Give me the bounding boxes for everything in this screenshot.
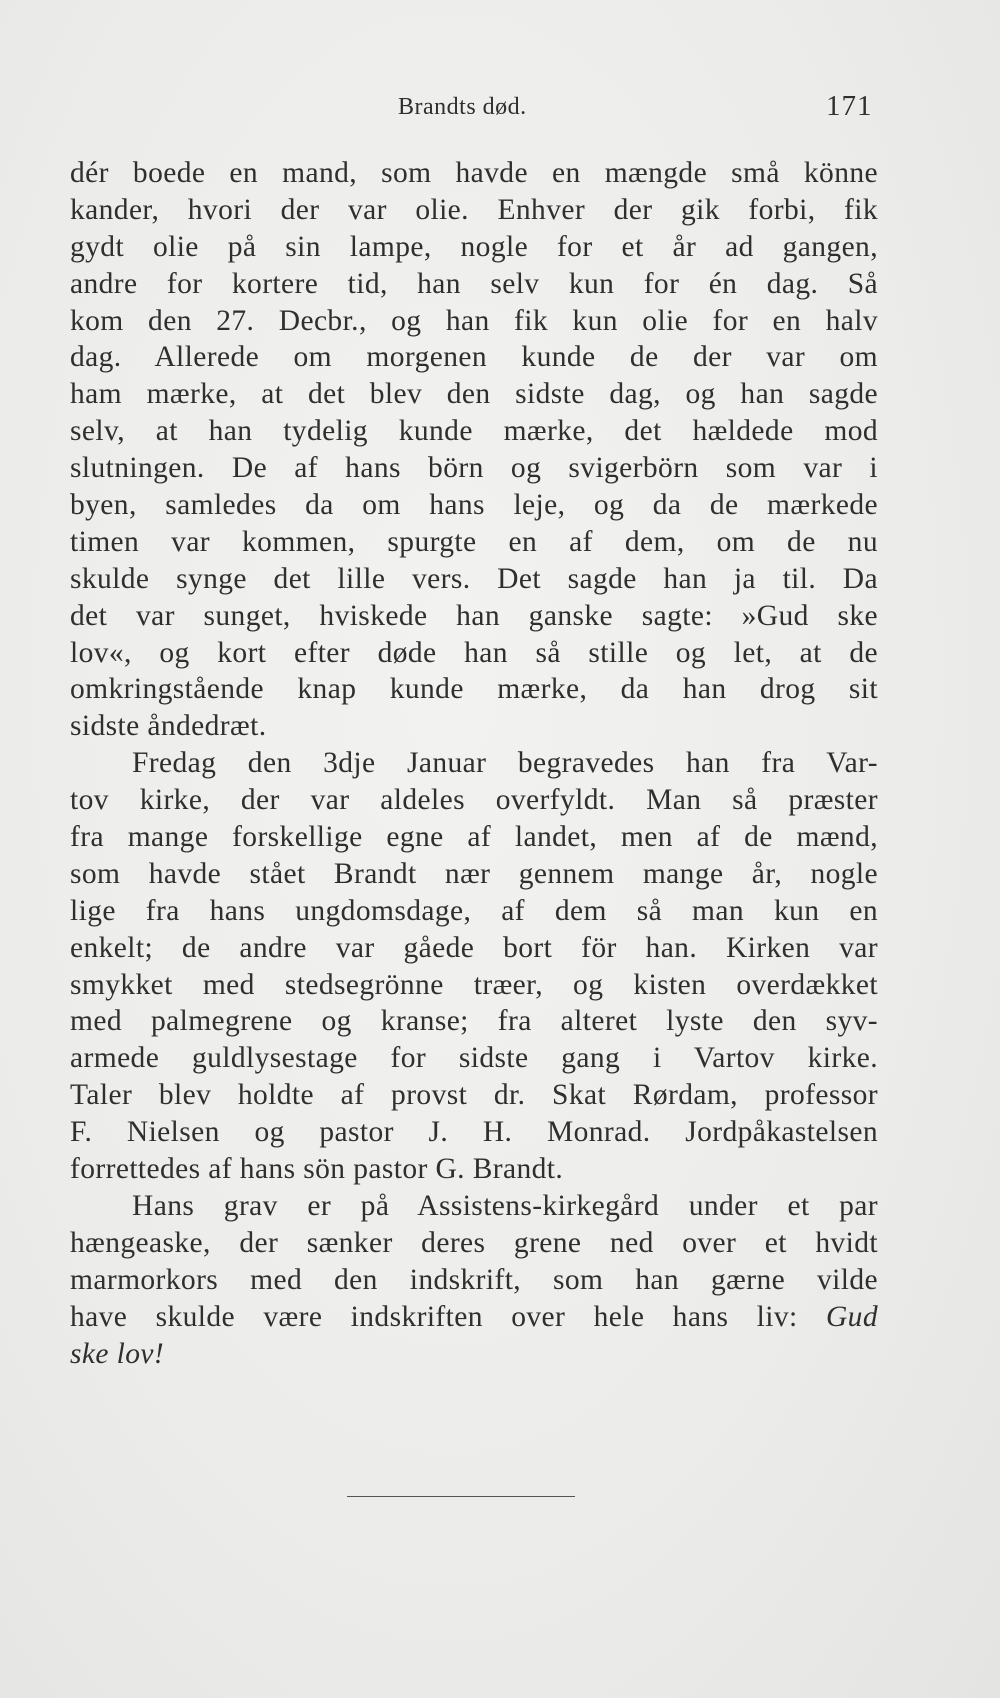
- text-line-with-italic-tail: [70, 1299, 878, 1336]
- text-line: enkelt; de andre var gåede bort för han. Kirken var: [70, 931, 878, 964]
- text-line: dag. Allerede om morgenen kunde de der var om: [70, 341, 878, 374]
- text-line-italic: [70, 1336, 878, 1373]
- text-line: F. Nielsen og pastor J. H. Monrad. Jordpåkastelsen: [70, 1116, 878, 1149]
- text-line: timen var kommen, spurgte en af dem, om de nu: [70, 525, 878, 558]
- text-line: andre for kortere tid, han selv kun for én dag. Så: [70, 267, 878, 300]
- text-line: marmorkors med den indskrift, som han gærne vilde: [70, 1263, 878, 1296]
- italic-phrase: ske lov!: [70, 1337, 165, 1370]
- text-line: forrettedes af hans sön pastor G. Brandt.: [70, 1153, 564, 1186]
- text-line: skulde synge det lille vers. Det sagde han ja til. Da: [70, 562, 878, 595]
- text-line: slutningen. De af hans börn og svigerbörn som var i: [70, 452, 878, 485]
- text-line: lov«, og kort efter døde han så stille og let, at de: [70, 636, 878, 669]
- text-line: armede guldlysestage for sidste gang i Vartov kirke.: [70, 1042, 878, 1075]
- text-line: Fredag den 3dje Januar begravedes han fra Var-: [132, 747, 878, 780]
- text-line: med palmegrene og kranse; fra alteret lyste den syv-: [70, 1005, 878, 1038]
- text-line: Taler blev holdte af provst dr. Skat Rørdam, professor: [70, 1079, 878, 1112]
- body-text: [70, 155, 878, 1372]
- text-line: Hans grav er på Assistens-kirkegård under et par: [132, 1189, 878, 1222]
- running-head: [0, 88, 1000, 128]
- text-line-roman: have skulde være indskriften over hele hans liv:: [70, 1300, 798, 1333]
- text-line: fra mange forskellige egne af landet, men af de mænd,: [70, 821, 878, 854]
- text-line: ham mærke, at det blev den sidste dag, og han sagde: [70, 378, 878, 411]
- text-line: smykket med stedsegrönne træer, og kisten overdækket: [70, 968, 878, 1001]
- text-line: lige fra hans ungdomsdage, af dem så man kun en: [70, 894, 878, 927]
- text-line: dér boede en mand, som havde en mængde små könne: [70, 157, 878, 189]
- section-end-rule: [347, 1496, 575, 1497]
- page-number: 171: [826, 90, 873, 122]
- text-line: kom den 27. Decbr., og han fik kun olie for en halv: [70, 304, 878, 337]
- text-line: kander, hvori der var olie. Enhver der gik forbi, fik: [70, 193, 878, 226]
- running-title: Brandts død.: [398, 94, 527, 120]
- text-line: tov kirke, der var aldeles overfyldt. Man så præster: [70, 784, 878, 817]
- text-line: gydt olie på sin lampe, nogle for et år ad gangen,: [70, 230, 878, 263]
- text-line: selv, at han tydelig kunde mærke, det hældede mod: [70, 415, 878, 448]
- text-line: som havde stået Brandt nær gennem mange år, nogle: [70, 857, 878, 890]
- text-line: sidste åndedræt.: [70, 710, 267, 743]
- text-line: det var sunget, hviskede han ganske sagte: »Gud ske: [70, 599, 878, 632]
- text-line: hængeaske, der sænker deres grene ned over et hvidt: [70, 1226, 878, 1259]
- text-line: byen, samledes da om hans leje, og da de mærkede: [70, 489, 878, 522]
- italic-word: Gud: [825, 1300, 878, 1333]
- text-line: omkringstående knap kunde mærke, da han drog sit: [70, 673, 878, 706]
